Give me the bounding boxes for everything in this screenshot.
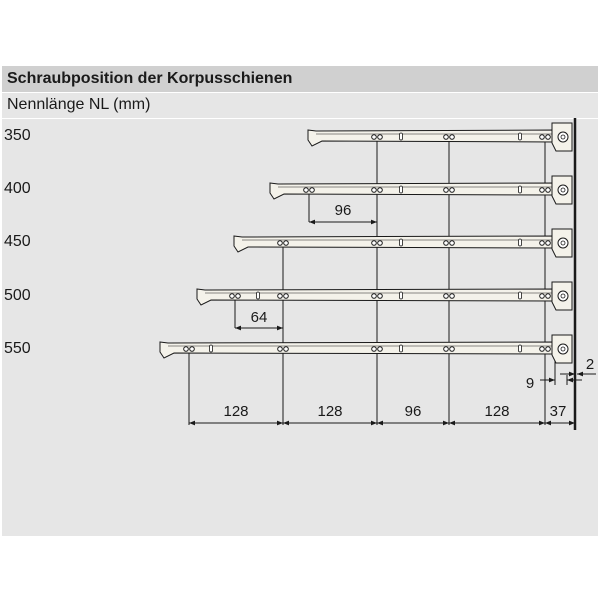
rail-3	[197, 282, 572, 310]
dim-label-9: 9	[525, 375, 535, 392]
length-label-400: 400	[4, 180, 31, 197]
dim-label-37: 37	[549, 403, 567, 420]
rail-4	[160, 335, 572, 363]
dim-label-128-b: 128	[317, 403, 343, 420]
length-label-350: 350	[4, 127, 31, 144]
length-label-550: 550	[4, 340, 31, 357]
diagram-subtitle: Nennlänge NL (mm)	[7, 96, 151, 113]
rail-2	[234, 229, 572, 257]
dim-label-2: 2	[585, 356, 595, 373]
dim-label-128-c: 128	[484, 403, 510, 420]
dim-label-64-offset: 64	[250, 309, 268, 326]
dim-label-96-offset: 96	[334, 202, 352, 219]
dim-label-128-a: 128	[223, 403, 249, 420]
rails-group	[160, 123, 572, 363]
dim-label-96: 96	[404, 403, 422, 420]
length-label-500: 500	[4, 287, 31, 304]
length-label-450: 450	[4, 233, 31, 250]
diagram-title: Schraubposition der Korpusschienen	[7, 70, 293, 87]
rail-0	[308, 123, 572, 151]
alignment-lines	[189, 137, 567, 425]
rail-1	[270, 176, 572, 204]
